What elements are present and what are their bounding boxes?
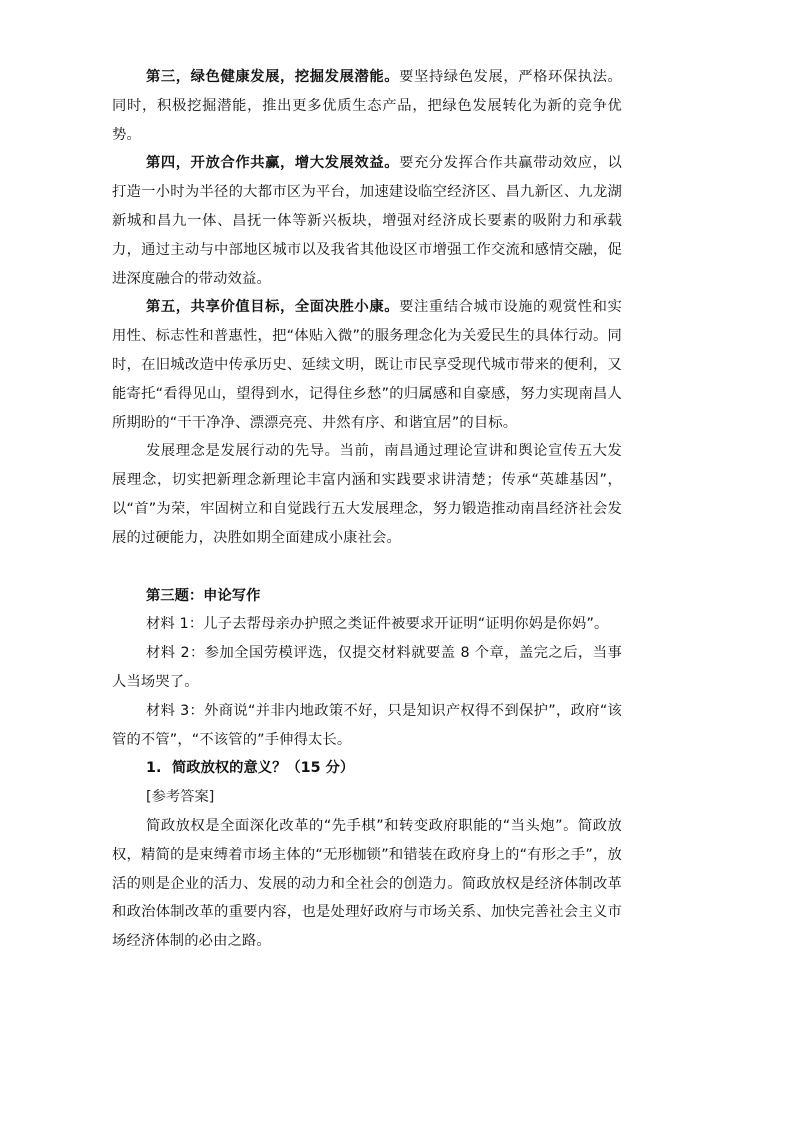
paragraph-lead: 第四，开放合作共赢，增大发展效益。 <box>146 155 400 172</box>
paragraph-body: 要充分发挥合作共赢带动效应，以打造一小时为半径的大都市区为平台，加速建设临空经济区、昌九新区、九龙湖新城和昌九一体、昌抚一体等新兴板块，增强对经济成长要素的吸附力和承载力，通过主动与中部地区城市以及我省其他设区市增强工作交流和感情交融，促进深度融合的带动效益。 <box>112 155 622 287</box>
paragraph-shared-value <box>112 293 622 437</box>
paragraph-body: 发展理念是发展行动的先导。当前，南昌通过理论宣讲和舆论宣传五大发展理念，切实把新理念新理论丰富内涵和实践要求讲清楚；传承“英雄基因”，以“首”为荣，牢固树立和自觉践行五大发展理念，努力锻造推动南昌经济社会发展的过硬能力，决胜如期全面建成小康社会。 <box>112 443 622 546</box>
answer-paragraph: 简政放权是全面深化改革的“先手棋”和转变政府职能的“当头炮”。简政放权，精简的是束缚着市场主体的“无形枷锁”和错装在政府身上的“有形之手”，放活的则是企业的活力、发展的动力和全社会的创造力。简政放权是经济体制改革和政治体制改革的重要内容，也是处理好政府与市场关系、加快完善社会主义市场经济体制的必由之路。 <box>112 817 622 950</box>
reference-answer-label: [参考答案] <box>146 789 215 806</box>
material-1: 材料 1：儿子去帮母亲办护照之类证件被要求开证明“证明你妈是你妈”。 <box>146 616 609 633</box>
material-3: 材料 3：外商说“并非内地政策不好，只是知识产权得不到保护”，政府“该管的不管”，“不该管的”手伸得太长。 <box>112 702 622 748</box>
paragraph-lead: 第五，共享价值目标，全面决胜小康。 <box>146 299 400 316</box>
question-number: 1. <box>146 760 162 777</box>
paragraph-green-development <box>112 63 622 149</box>
section-spacer <box>112 553 622 582</box>
paragraph-open-cooperation <box>112 149 622 293</box>
paragraph-development-concept <box>112 437 622 552</box>
question-title <box>112 754 622 783</box>
section-heading: 第三题：申论写作 <box>146 587 261 604</box>
paragraph-lead: 第三，绿色健康发展，挖掘发展潜能。 <box>146 69 400 85</box>
paragraph-body: 要注重结合城市设施的观赏性和实用性、标志性和普惠性，把“体贴入微”的服务理念化为关爱民生的具体行动。同时，在旧城改造中传承历史、延续文明，既让市民享受现代城市带来的便利，又能寄托“看得见山，望得到水，记得住乡愁”的归属感和自豪感，努力实现南昌人所期盼的“干干净净、漂漂亮亮、井然有序、和谐宜居”的目标。 <box>112 299 622 431</box>
paragraph-body: 要坚持绿色发展，严格环保执法。同时，积极挖掘潜能，推出更多优质生态产品，把绿色发展转化为新的竞争优势。 <box>112 69 622 143</box>
material-2: 材料 2：参加全国劳模评选，仅提交材料就要盖 8 个章，盖完之后，当事人当场哭了。 <box>112 645 622 690</box>
document-body <box>112 63 622 956</box>
question-text: 简政放权的意义？（15 分） <box>172 760 355 777</box>
